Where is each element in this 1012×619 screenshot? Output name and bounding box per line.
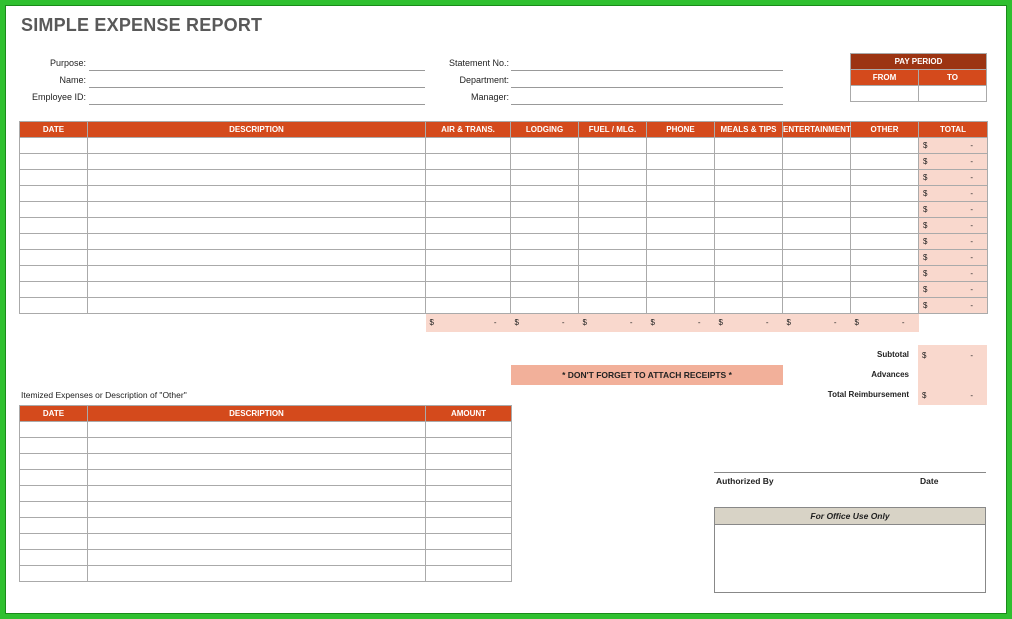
advances-label: Advances: [871, 370, 909, 379]
expense-cell[interactable]: [919, 202, 988, 218]
expense-cell[interactable]: [715, 266, 783, 282]
currency-sign: $: [923, 189, 928, 198]
expense-cell[interactable]: [20, 218, 88, 234]
amount-dash: -: [697, 318, 701, 328]
receipts-reminder: * DON'T FORGET TO ATTACH RECEIPTS *: [511, 365, 783, 385]
expense-cell[interactable]: [511, 250, 579, 266]
expense-cell[interactable]: [20, 234, 88, 250]
expense-header-row: [20, 122, 988, 138]
statement-no-label: Statement No.:: [448, 58, 509, 68]
expense-cell[interactable]: [88, 170, 426, 186]
expense-cell[interactable]: [426, 170, 511, 186]
pay-period-header: PAY PERIOD: [851, 54, 987, 70]
itemized-cell[interactable]: [88, 486, 426, 502]
currency-sign: $: [650, 318, 655, 328]
column-total-value: [426, 318, 511, 327]
expense-cell[interactable]: [20, 138, 88, 154]
expense-cell[interactable]: [88, 186, 426, 202]
itemized-cell[interactable]: [426, 518, 512, 534]
currency-sign: $: [923, 253, 928, 262]
expense-cell[interactable]: [20, 250, 88, 266]
column-total: [511, 314, 579, 332]
office-use-box[interactable]: [714, 524, 986, 593]
itemized-cell[interactable]: [20, 534, 88, 550]
itemized-cell[interactable]: [426, 486, 512, 502]
itemized-row: [20, 534, 512, 550]
expense-cell[interactable]: [715, 202, 783, 218]
itemized-cell[interactable]: [88, 422, 426, 438]
expense-cell[interactable]: [511, 298, 579, 314]
expense-cell[interactable]: [647, 298, 715, 314]
expense-row: [20, 170, 988, 186]
expense-cell[interactable]: [715, 250, 783, 266]
expense-cell[interactable]: [783, 154, 851, 170]
currency-sign: $: [923, 285, 928, 294]
expense-cell[interactable]: [919, 234, 988, 250]
blank-cell: [919, 314, 988, 332]
amount-dash: -: [970, 269, 973, 278]
expense-cell[interactable]: [20, 298, 88, 314]
purpose-field[interactable]: [89, 58, 425, 71]
expense-cell[interactable]: [647, 170, 715, 186]
pay-period-table: [850, 53, 987, 102]
expense-row: [20, 250, 988, 266]
expense-cell[interactable]: [88, 234, 426, 250]
itemized-row: [20, 502, 512, 518]
authorized-by-label: Authorized By: [716, 476, 774, 486]
expense-cell[interactable]: [851, 154, 919, 170]
row-total: [919, 205, 987, 214]
itemized-cell[interactable]: [426, 454, 512, 470]
expense-cell[interactable]: [783, 298, 851, 314]
itemized-col-header: DATE: [20, 406, 88, 422]
row-total: [919, 141, 987, 150]
expense-col-header: LODGING: [511, 122, 579, 138]
expense-cell[interactable]: [783, 282, 851, 298]
expense-cell[interactable]: [783, 218, 851, 234]
itemized-cell[interactable]: [20, 486, 88, 502]
itemized-cell[interactable]: [426, 566, 512, 582]
expense-cell[interactable]: [919, 170, 988, 186]
expense-cell[interactable]: [783, 250, 851, 266]
amount-dash: -: [493, 318, 497, 328]
currency-sign: $: [922, 390, 927, 400]
currency-sign: $: [854, 318, 859, 328]
row-total: [919, 269, 987, 278]
itemized-row: [20, 454, 512, 470]
office-use-header: For Office Use Only: [714, 507, 986, 525]
advances-cell[interactable]: [918, 365, 987, 385]
itemized-cell[interactable]: [88, 502, 426, 518]
expense-cell[interactable]: [715, 218, 783, 234]
expense-col-header: FUEL / MLG.: [579, 122, 647, 138]
itemized-row: [20, 486, 512, 502]
pay-period-to-cell[interactable]: [919, 86, 987, 102]
amount-dash: -: [970, 285, 973, 294]
expense-row: [20, 234, 988, 250]
row-total: [919, 157, 987, 166]
authorization-line: [714, 472, 986, 473]
column-total-value: [783, 318, 851, 327]
expense-cell[interactable]: [426, 218, 511, 234]
expense-cell[interactable]: [426, 202, 511, 218]
pay-period-from-header: FROM: [851, 70, 919, 86]
column-total: [851, 314, 919, 332]
expense-col-header: PHONE: [647, 122, 715, 138]
expense-cell[interactable]: [647, 138, 715, 154]
expense-cell[interactable]: [715, 154, 783, 170]
itemized-row: [20, 518, 512, 534]
itemized-cell[interactable]: [88, 550, 426, 566]
expense-cell[interactable]: [88, 282, 426, 298]
itemized-cell[interactable]: [88, 470, 426, 486]
expense-cell[interactable]: [851, 138, 919, 154]
itemized-row: [20, 550, 512, 566]
employee-id-field[interactable]: [89, 92, 425, 105]
name-field[interactable]: [89, 75, 425, 88]
expense-row: [20, 282, 988, 298]
expense-cell[interactable]: [426, 250, 511, 266]
currency-sign: $: [923, 269, 928, 278]
expense-row: [20, 298, 988, 314]
subtotal-label: Subtotal: [877, 350, 909, 359]
expense-cell[interactable]: [919, 282, 988, 298]
expense-col-header: TOTAL: [919, 122, 988, 138]
expense-cell[interactable]: [919, 218, 988, 234]
expense-row: [20, 138, 988, 154]
column-total: [647, 314, 715, 332]
expense-cell[interactable]: [851, 282, 919, 298]
column-total-value: [579, 318, 647, 327]
expense-cell[interactable]: [511, 266, 579, 282]
expense-cell[interactable]: [88, 266, 426, 282]
itemized-cell[interactable]: [20, 470, 88, 486]
expense-cell[interactable]: [647, 250, 715, 266]
itemized-col-header: DESCRIPTION: [88, 406, 426, 422]
date-label: Date: [920, 476, 939, 486]
itemized-col-header: AMOUNT: [426, 406, 512, 422]
column-total-value: [715, 318, 783, 327]
blank-cell: [20, 314, 88, 332]
expense-cell[interactable]: [579, 234, 647, 250]
expense-cell[interactable]: [426, 154, 511, 170]
expense-cell[interactable]: [20, 170, 88, 186]
row-total: [919, 237, 987, 246]
column-totals-row: [20, 314, 988, 332]
amount-dash: -: [970, 237, 973, 246]
amount-dash: -: [970, 301, 973, 310]
column-total: [783, 314, 851, 332]
amount-dash: -: [970, 157, 973, 166]
expense-col-header: OTHER: [851, 122, 919, 138]
currency-sign: $: [718, 318, 723, 328]
amount-dash: -: [970, 253, 973, 262]
amount-dash: -: [970, 173, 973, 182]
expense-cell[interactable]: [851, 250, 919, 266]
currency-sign: $: [922, 350, 927, 360]
currency-sign: $: [923, 173, 928, 182]
subtotal-cell: [918, 345, 987, 365]
column-total: [426, 314, 511, 332]
expense-cell[interactable]: [511, 170, 579, 186]
expense-table: [19, 121, 988, 332]
expense-cell[interactable]: [579, 250, 647, 266]
currency-sign: $: [923, 141, 928, 150]
itemized-row: [20, 438, 512, 454]
expense-cell[interactable]: [851, 186, 919, 202]
itemized-cell[interactable]: [20, 454, 88, 470]
currency-sign: $: [429, 318, 434, 328]
column-total: [579, 314, 647, 332]
expense-cell[interactable]: [88, 138, 426, 154]
expense-cell[interactable]: [511, 218, 579, 234]
expense-cell[interactable]: [20, 282, 88, 298]
page-title: SIMPLE EXPENSE REPORT: [21, 15, 263, 35]
itemized-cell[interactable]: [20, 502, 88, 518]
row-total: [919, 189, 987, 198]
expense-cell[interactable]: [783, 234, 851, 250]
amount-dash: -: [765, 318, 769, 328]
currency-sign: $: [923, 221, 928, 230]
amount-dash: -: [833, 318, 837, 328]
blank-cell: [88, 314, 426, 332]
expense-cell[interactable]: [20, 202, 88, 218]
name-label: Name:: [59, 75, 86, 85]
row-total: [919, 253, 987, 262]
currency-sign: $: [923, 205, 928, 214]
column-total: [715, 314, 783, 332]
expense-cell[interactable]: [511, 282, 579, 298]
amount-dash: -: [970, 350, 973, 360]
expense-cell[interactable]: [919, 154, 988, 170]
expense-cell[interactable]: [579, 266, 647, 282]
expense-cell[interactable]: [426, 282, 511, 298]
amount-dash: -: [970, 390, 973, 400]
expense-row: [20, 202, 988, 218]
expense-cell[interactable]: [426, 186, 511, 202]
expense-cell[interactable]: [20, 154, 88, 170]
itemized-header-row: [20, 406, 512, 422]
expense-cell[interactable]: [715, 298, 783, 314]
row-total: [919, 221, 987, 230]
manager-label: Manager:: [470, 92, 509, 102]
manager-field[interactable]: [511, 92, 783, 105]
employee-id-label: Employee ID:: [31, 92, 86, 102]
row-total: [919, 301, 987, 310]
expense-cell[interactable]: [579, 138, 647, 154]
expense-cell[interactable]: [715, 138, 783, 154]
pay-period-from-cell[interactable]: [851, 86, 919, 102]
expense-cell[interactable]: [426, 138, 511, 154]
expense-cell[interactable]: [579, 202, 647, 218]
expense-cell[interactable]: [851, 170, 919, 186]
total-reimbursement-cell: [918, 385, 987, 405]
expense-col-header: DESCRIPTION: [88, 122, 426, 138]
amount-dash: -: [561, 318, 565, 328]
expense-col-header: DATE: [20, 122, 88, 138]
statement-no-field[interactable]: [511, 58, 783, 71]
expense-cell[interactable]: [647, 154, 715, 170]
expense-cell[interactable]: [715, 186, 783, 202]
expense-cell[interactable]: [511, 202, 579, 218]
itemized-cell[interactable]: [426, 550, 512, 566]
expense-row: [20, 154, 988, 170]
currency-sign: $: [923, 301, 928, 310]
itemized-cell[interactable]: [20, 550, 88, 566]
itemized-row: [20, 470, 512, 486]
expense-cell[interactable]: [20, 186, 88, 202]
column-total-value: [511, 318, 579, 327]
itemized-cell[interactable]: [88, 518, 426, 534]
expense-cell[interactable]: [919, 138, 988, 154]
expense-cell[interactable]: [88, 250, 426, 266]
amount-dash: -: [970, 141, 973, 150]
itemized-cell[interactable]: [20, 518, 88, 534]
expense-cell[interactable]: [851, 218, 919, 234]
currency-sign: $: [786, 318, 791, 328]
itemized-row: [20, 422, 512, 438]
expense-cell[interactable]: [88, 154, 426, 170]
itemized-cell[interactable]: [88, 566, 426, 582]
currency-sign: $: [923, 157, 928, 166]
expense-cell[interactable]: [783, 138, 851, 154]
expense-cell[interactable]: [919, 186, 988, 202]
expense-cell[interactable]: [783, 186, 851, 202]
column-total-value: [647, 318, 715, 327]
column-total-value: [851, 318, 919, 327]
department-field[interactable]: [511, 75, 783, 88]
expense-col-header: ENTERTAINMENT: [783, 122, 851, 138]
amount-dash: -: [970, 205, 973, 214]
expense-cell[interactable]: [511, 138, 579, 154]
expense-cell[interactable]: [919, 298, 988, 314]
itemized-cell[interactable]: [20, 438, 88, 454]
row-total: [919, 173, 987, 182]
expense-cell[interactable]: [647, 282, 715, 298]
expense-cell[interactable]: [88, 218, 426, 234]
expense-cell[interactable]: [715, 170, 783, 186]
purpose-label: Purpose:: [49, 58, 86, 68]
expense-cell[interactable]: [851, 298, 919, 314]
expense-cell[interactable]: [579, 218, 647, 234]
expense-cell[interactable]: [647, 218, 715, 234]
expense-cell[interactable]: [919, 250, 988, 266]
expense-cell[interactable]: [579, 298, 647, 314]
expense-cell[interactable]: [647, 266, 715, 282]
itemized-table: [19, 405, 512, 582]
currency-sign: $: [582, 318, 587, 328]
expense-cell[interactable]: [511, 154, 579, 170]
pay-period-to-header: TO: [919, 70, 987, 86]
expense-cell[interactable]: [647, 234, 715, 250]
expense-row: [20, 218, 988, 234]
itemized-cell[interactable]: [88, 438, 426, 454]
expense-cell[interactable]: [88, 202, 426, 218]
expense-row: [20, 186, 988, 202]
expense-row: [20, 266, 988, 282]
expense-cell[interactable]: [783, 266, 851, 282]
itemized-cell[interactable]: [20, 422, 88, 438]
itemized-cell[interactable]: [426, 422, 512, 438]
itemized-cell[interactable]: [426, 534, 512, 550]
amount-dash: -: [901, 318, 905, 328]
amount-dash: -: [970, 189, 973, 198]
expense-cell[interactable]: [647, 202, 715, 218]
itemized-row: [20, 566, 512, 582]
expense-cell[interactable]: [783, 202, 851, 218]
department-label: Department:: [459, 75, 509, 85]
expense-cell[interactable]: [426, 234, 511, 250]
expense-cell[interactable]: [783, 170, 851, 186]
amount-dash: -: [629, 318, 633, 328]
amount-dash: -: [970, 221, 973, 230]
expense-col-header: MEALS & TIPS: [715, 122, 783, 138]
row-total: [919, 285, 987, 294]
expense-cell[interactable]: [715, 234, 783, 250]
expense-cell[interactable]: [851, 266, 919, 282]
itemized-cell[interactable]: [20, 566, 88, 582]
itemized-cell[interactable]: [426, 438, 512, 454]
expense-cell[interactable]: [715, 282, 783, 298]
expense-cell[interactable]: [579, 186, 647, 202]
currency-sign: $: [923, 237, 928, 246]
expense-cell[interactable]: [88, 298, 426, 314]
expense-cell[interactable]: [20, 266, 88, 282]
itemized-caption: Itemized Expenses or Description of "Other": [21, 390, 187, 400]
expense-cell[interactable]: [647, 186, 715, 202]
expense-cell[interactable]: [426, 298, 511, 314]
itemized-cell[interactable]: [426, 470, 512, 486]
expense-cell[interactable]: [919, 266, 988, 282]
expense-cell[interactable]: [579, 282, 647, 298]
expense-cell[interactable]: [426, 266, 511, 282]
itemized-cell[interactable]: [88, 454, 426, 470]
expense-cell[interactable]: [579, 154, 647, 170]
expense-cell[interactable]: [851, 202, 919, 218]
expense-col-header: AIR & TRANS.: [426, 122, 511, 138]
expense-cell[interactable]: [851, 234, 919, 250]
expense-cell[interactable]: [511, 186, 579, 202]
itemized-cell[interactable]: [88, 534, 426, 550]
currency-sign: $: [514, 318, 519, 328]
itemized-cell[interactable]: [426, 502, 512, 518]
expense-cell[interactable]: [579, 170, 647, 186]
total-reimbursement-label: Total Reimbursement: [827, 390, 909, 399]
expense-cell[interactable]: [511, 234, 579, 250]
